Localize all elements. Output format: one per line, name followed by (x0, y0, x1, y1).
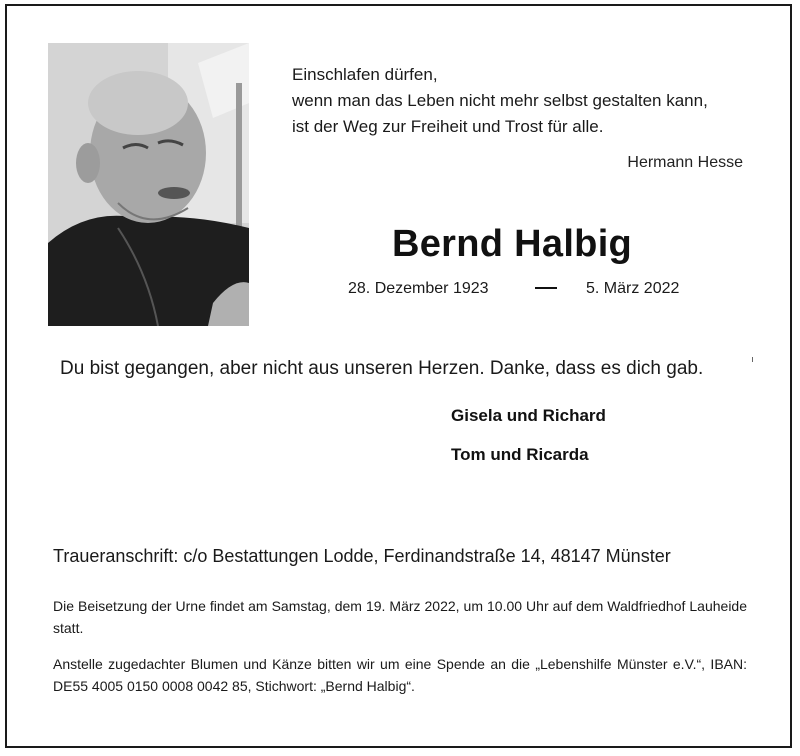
quote-line: ist der Weg zur Freiheit und Trost für alle. (292, 117, 604, 136)
birth-date: 28. Dezember 1923 (348, 280, 489, 297)
quote-line: Einschlafen dürfen, (292, 65, 438, 84)
mourning-address: Traueranschrift: c/o Bestattungen Lodde, Ferdinandstraße 14, 48147 Münster (53, 546, 671, 566)
mourner-names: Tom und Ricarda (451, 445, 589, 464)
burial-info: Die Beisetzung der Urne findet am Samstag, dem 19. März 2022, um 10.00 Uhr auf dem Waldfriedhof Lauheide statt. (53, 598, 747, 636)
mourner-names: Gisela und Richard (451, 406, 606, 425)
portrait-photo (48, 43, 249, 326)
quote-author: Hermann Hesse (627, 154, 743, 171)
farewell-message: Du bist gegangen, aber nicht aus unseren Herzen. Danke, dass es dich gab. (60, 358, 704, 379)
deceased-name: Bernd Halbig (392, 223, 633, 265)
stray-mark (752, 357, 753, 362)
death-date: 5. März 2022 (586, 280, 680, 297)
date-dash (535, 287, 557, 289)
quote-line: wenn man das Leben nicht mehr selbst gestalten kann, (292, 91, 708, 110)
donation-info: Anstelle zugedachter Blumen und Känze bitten wir um eine Spende an die „Lebenshilfe Münster e.V.“, IBAN: DE55 4005 0150 0008 0042 85, Stichwort: „Bernd Halbig“. (53, 656, 747, 694)
memorial-quote (292, 62, 708, 140)
